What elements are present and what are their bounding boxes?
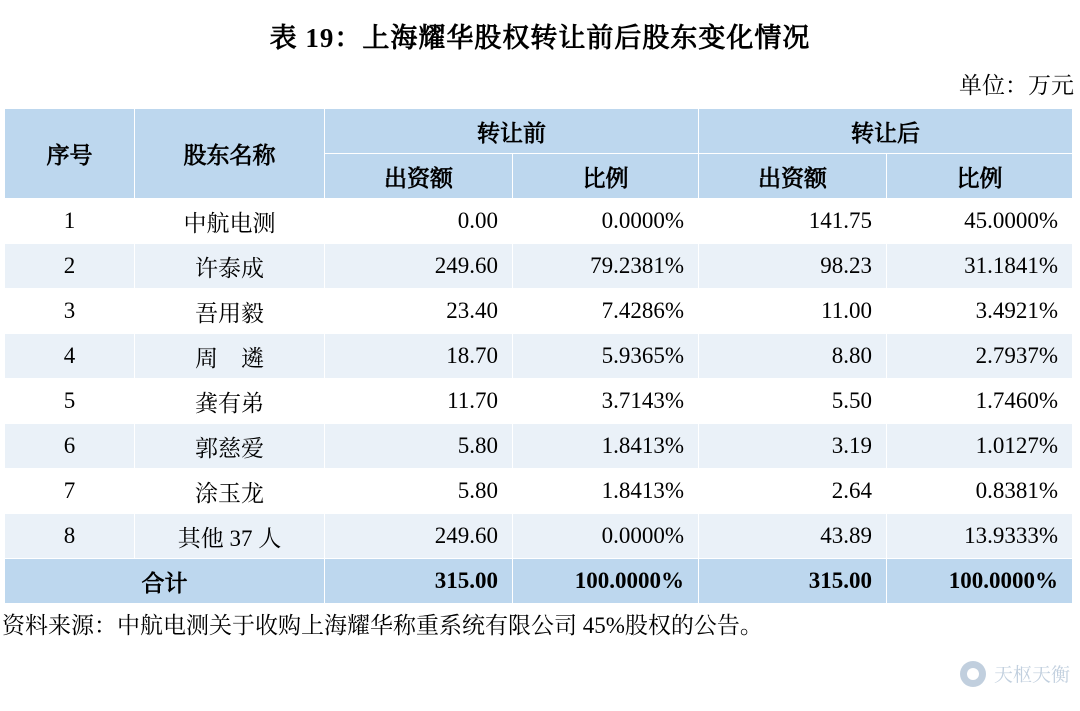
cell-after-amount: 8.80: [699, 334, 887, 379]
header-before-amount: 出资额: [325, 154, 513, 199]
cell-before-amount: 249.60: [325, 244, 513, 289]
cell-before-amount: 18.70: [325, 334, 513, 379]
cell-after-ratio: 13.9333%: [887, 514, 1073, 559]
cell-name: 许泰成: [135, 244, 325, 289]
cell-name: 周 遴: [135, 334, 325, 379]
header-after-group: 转让后: [699, 109, 1073, 154]
cell-name: 涂玉龙: [135, 469, 325, 514]
cell-before-amount: 5.80: [325, 469, 513, 514]
cell-before-ratio: 7.4286%: [513, 289, 699, 334]
cell-total-before-amount: 315.00: [325, 559, 513, 604]
table-body: [5, 199, 1073, 604]
cell-after-ratio: 1.0127%: [887, 424, 1073, 469]
cell-seq: 2: [5, 244, 135, 289]
watermark-logo-icon: [960, 661, 986, 687]
cell-after-ratio: 45.0000%: [887, 199, 1073, 244]
cell-before-amount: 23.40: [325, 289, 513, 334]
cell-seq: 4: [5, 334, 135, 379]
table-header: [5, 109, 1073, 199]
cell-after-ratio: 3.4921%: [887, 289, 1073, 334]
table-row: [5, 424, 1073, 469]
cell-name: 其他 37 人: [135, 514, 325, 559]
cell-name: 中航电测: [135, 199, 325, 244]
page-title: 表 19：上海耀华股权转让前后股东变化情况: [269, 23, 811, 53]
watermark-text: 天枢天衡: [993, 665, 1070, 686]
table-row: [5, 514, 1073, 559]
header-after-ratio: 比例: [887, 154, 1073, 199]
cell-seq: 7: [5, 469, 135, 514]
cell-before-ratio: 3.7143%: [513, 379, 699, 424]
table-row: [5, 334, 1073, 379]
table-row: [5, 244, 1073, 289]
source-note: 资料来源：中航电测关于收购上海耀华称重系统有限公司 45%股权的公告。: [2, 613, 763, 638]
cell-after-amount: 43.89: [699, 514, 887, 559]
cell-name: 郭慈爱: [135, 424, 325, 469]
cell-seq: 1: [5, 199, 135, 244]
cell-before-ratio: 0.0000%: [513, 514, 699, 559]
table-total-row: [5, 559, 1073, 604]
cell-total-after-ratio: 100.0000%: [887, 559, 1073, 604]
cell-after-amount: 2.64: [699, 469, 887, 514]
watermark: [960, 660, 1070, 687]
cell-total-label: 合计: [5, 559, 325, 604]
table-row: [5, 289, 1073, 334]
cell-after-ratio: 1.7460%: [887, 379, 1073, 424]
cell-before-ratio: 0.0000%: [513, 199, 699, 244]
table-row: [5, 469, 1073, 514]
shareholder-change-table: [4, 108, 1073, 604]
cell-after-ratio: 31.1841%: [887, 244, 1073, 289]
cell-total-before-ratio: 100.0000%: [513, 559, 699, 604]
cell-after-amount: 5.50: [699, 379, 887, 424]
cell-seq: 5: [5, 379, 135, 424]
unit-label: 单位：万元: [959, 73, 1074, 98]
cell-before-amount: 11.70: [325, 379, 513, 424]
header-name: 股东名称: [135, 109, 325, 199]
cell-before-ratio: 79.2381%: [513, 244, 699, 289]
cell-seq: 3: [5, 289, 135, 334]
table-row: [5, 379, 1073, 424]
header-before-group: 转让前: [325, 109, 699, 154]
cell-before-amount: 0.00: [325, 199, 513, 244]
cell-before-amount: 249.60: [325, 514, 513, 559]
header-after-amount: 出资额: [699, 154, 887, 199]
cell-total-after-amount: 315.00: [699, 559, 887, 604]
cell-before-ratio: 1.8413%: [513, 469, 699, 514]
header-seq: 序号: [5, 109, 135, 199]
cell-after-amount: 3.19: [699, 424, 887, 469]
cell-before-ratio: 1.8413%: [513, 424, 699, 469]
cell-after-ratio: 2.7937%: [887, 334, 1073, 379]
cell-after-ratio: 0.8381%: [887, 469, 1073, 514]
header-before-ratio: 比例: [513, 154, 699, 199]
cell-after-amount: 141.75: [699, 199, 887, 244]
table-row: [5, 199, 1073, 244]
cell-seq: 8: [5, 514, 135, 559]
cell-before-ratio: 5.9365%: [513, 334, 699, 379]
cell-seq: 6: [5, 424, 135, 469]
cell-after-amount: 11.00: [699, 289, 887, 334]
cell-after-amount: 98.23: [699, 244, 887, 289]
cell-before-amount: 5.80: [325, 424, 513, 469]
cell-name: 龚有弟: [135, 379, 325, 424]
cell-name: 吾用毅: [135, 289, 325, 334]
